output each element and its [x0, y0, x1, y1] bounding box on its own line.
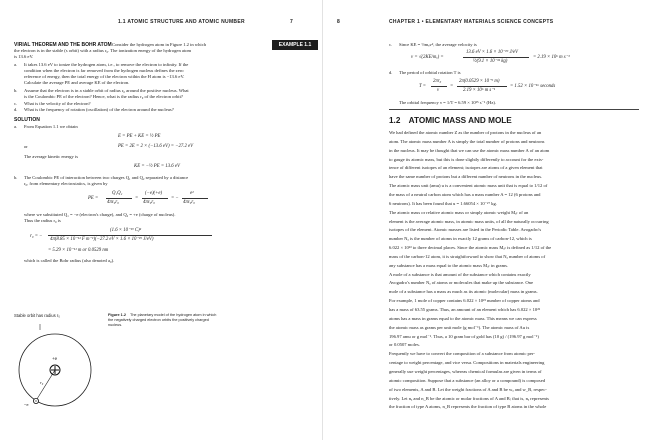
bohr-radius-line: which is called the Bohr radius (also denoted a₀).: [24, 258, 115, 263]
left-page-number: 7: [290, 19, 294, 25]
body-line: mass of the carbon-12 atom, it is straightforward to show that Nₐ number of atoms of: [389, 253, 546, 259]
question-b-label: b.: [14, 88, 18, 93]
body-line: in the nucleus. It may be thought that we can use the atomic mass number A of an atom: [389, 147, 550, 153]
body-line: A mole of a substance is that amount of the substance which contains exactly: [389, 271, 531, 277]
left-page: [0, 0, 322, 440]
body-line: of two elements, A and B. Let the weight fractions of A and B be wₐ and w_B, respec-: [389, 386, 547, 392]
body-line: tively. Let nₐ and n_B be the atomic or molar fractions of A and B; that is, nₐ represents: [389, 395, 549, 401]
question-a-label: a.: [14, 62, 18, 67]
body-line: have the same number of protons but a different number of neutrons in the nucleus.: [389, 174, 543, 180]
body-line: tence of different isotopes of an element; isotopes are atoms of a given element that: [389, 165, 543, 171]
fraction-bar: [142, 198, 168, 199]
left-running-head: 1.1 ATOMIC STRUCTURE AND ATOMIC NUMBER: [118, 19, 245, 25]
body-line: For example, 1 mole of copper contains 6.022 × 10²³ number of copper atoms and: [389, 298, 540, 304]
radius-eq-lhs: r₀ = −: [30, 234, 43, 239]
section-title: ATOMIC MASS AND MOLE: [408, 116, 512, 125]
velocity-eq-num: 13.6 eV × 1.6 × 10⁻¹⁹ J/eV: [466, 50, 518, 55]
figure-caption-text: the negatively charged electron orbits the positively charged: [108, 318, 209, 322]
question-d-line: What is the frequency of rotation (oscillation) of the electron around the nucleus?: [24, 107, 174, 112]
body-line: centage to weight percentage, and vice versa. Compositions in materials engineering: [389, 360, 545, 366]
part-d-label: d.: [389, 70, 393, 75]
period-eq-rhs: = 1.52 × 10⁻¹⁶ seconds: [510, 84, 556, 89]
intro-line-1: the electron is in the stable (s orbit) with a radius r₀. The ionization energy of the hydrogen atom: [14, 48, 192, 53]
right-page-number: 8: [337, 19, 341, 25]
question-d-label: d.: [14, 107, 18, 112]
velocity-eq-den: ½(9.1 × 10⁻³¹ kg): [473, 59, 508, 64]
body-line: mole of a substance has a mass as much as its atomic (molecular) mass in grams.: [389, 289, 538, 295]
solution-b-line: r₀, from elementary electrostatics, is given by: [24, 181, 108, 186]
fraction-bar: [182, 198, 208, 199]
fraction-bar: [48, 235, 212, 236]
body-line: to gauge its atomic mass, but this is done slightly differently to account for the exis-: [389, 156, 544, 162]
period-eq-mid: =: [450, 84, 454, 89]
coulomb-eq-den3: 4πε₀r₀: [183, 200, 195, 205]
right-running-head: CHAPTER 1 • ELEMENTARY MATERIALS SCIENCE CONCEPTS: [389, 19, 554, 25]
body-line: or 0.0507 moles.: [389, 342, 420, 348]
intro-line-0: Consider the hydrogen atom in Figure 1.2 in which: [112, 42, 207, 47]
equation-total-energy: E = PE + KE = ½ PE: [118, 134, 161, 139]
body-line: element is the average atomic mass, in atomic mass units, of all the naturally occurring: [389, 218, 549, 224]
body-line: atom. The atomic mass number A is simply the total number of protons and neutrons: [389, 138, 545, 144]
solution-a-label: a.: [14, 124, 18, 129]
intro-line-2: is 13.6 eV.: [14, 54, 34, 59]
solution-a-text: From Equation 1.1 we obtain: [24, 124, 78, 129]
body-line: the atomic mass as grams per unit mole (g mol⁻¹). The atomic mass of Au is: [389, 324, 530, 330]
coulomb-eq-den1: 4πε₀r₀: [107, 200, 119, 205]
question-a-line: reference of energy, then the total energy of the electron within the H atom is −13.6 eV.: [24, 74, 185, 79]
example-tab: EXAMPLE 1.1: [272, 40, 318, 50]
equals-sign: = −: [171, 196, 179, 201]
question-a-line: It takes 13.6 eV to ionize the hydrogen atom, i.e., to remove the electron to infinity. If the: [24, 62, 189, 67]
where-line: where we substituted Q₁ = −e (electron's charge), and Q₂ = +e (charge of nucleus).: [24, 212, 176, 217]
fraction-bar: [106, 198, 132, 199]
part-d-text: The period of orbital rotation T is: [399, 70, 461, 75]
coulomb-eq-num3: e²: [190, 191, 194, 196]
solution-b-line: The Coulombic PE of interaction between two charges Q₁ and Q₂ separated by a distance: [24, 175, 189, 180]
coulomb-eq-num2: (−e)(+e): [145, 191, 163, 196]
body-line: Frequently we have to convert the composition of a substance from atomic per-: [389, 351, 535, 357]
coulomb-eq-num1: Q₁Q₂: [112, 191, 123, 196]
figure-caption-title: Figure 1.2: [108, 313, 126, 317]
body-line: We had defined the atomic number Z as the number of protons in the nucleus of an: [389, 130, 542, 135]
equation-potential-energy: PE = 2E = 2 × (−13.6 eV) = −27.2 eV: [118, 144, 194, 149]
question-c-label: c.: [14, 101, 18, 106]
section-number: 1.2: [389, 116, 401, 125]
period-eq-den2: 2.19 × 10⁶ m s⁻¹: [463, 88, 496, 93]
period-eq-den1: v: [437, 88, 440, 93]
body-line: The atomic mass or relative atomic mass or simply atomic weight Mₐₜ of an: [389, 209, 529, 215]
period-eq-lhs: T =: [419, 84, 427, 89]
question-b-line: Assume that the electron is in a stable orbit of radius r₀ around the positive nucleus. What: [24, 88, 189, 93]
body-line: any substance has a mass equal to the atomic mass Mₐₜ in grams.: [389, 262, 509, 268]
solution-b-label: b.: [14, 175, 18, 180]
body-line: the mass of a neutral carbon atom which has a mass number A = 12 (6 protons and: [389, 191, 541, 197]
part-c-text: Since KE = ½mₑv², the average velocity is: [399, 42, 477, 47]
example-heading: VIRIAL THEOREM AND THE BOHR ATOM: [14, 42, 112, 48]
body-line: isotopes of the element. Atomic masses are listed in the Periodic Table. Avogadro's: [389, 227, 542, 233]
body-line: 6 neutrons). It has been found that u = 1.66054 × 10⁻²⁷ kg.: [389, 200, 497, 206]
figure-caption-text: The planetary model of the hydrogen atom in which: [130, 313, 217, 317]
part-c-label: c.: [389, 42, 393, 47]
right-page: [323, 0, 645, 440]
question-c-line: What is the velocity of the electron?: [24, 101, 91, 106]
question-b-line: is the Coulombic PE of the electron? Hence, what is the radius r₀ of the electron orbit?: [24, 94, 183, 99]
body-line: 196.97 amu or g mol⁻¹. Thus, a 10 gram bar of gold has (10 g) / (196.97 g mol⁻¹): [389, 333, 539, 339]
radius-eq-num: (1.6 × 10⁻¹⁹ C)²: [110, 228, 142, 233]
body-line: Avogadro's number Nₐ of atoms or molecules that make up the substance. One: [389, 280, 533, 286]
nucleus-charge-label: +e: [52, 356, 58, 361]
equation-kinetic-energy: KE = −½ PE = 13.6 eV: [134, 164, 180, 169]
velocity-eq-lhs: v = √(2KE/mₑ) =: [411, 55, 444, 60]
avg-ke-text: The average kinetic energy is: [24, 154, 78, 159]
body-line: The atomic mass unit (amu) u is a convenient atomic mass unit that is equal to 1/12 of: [389, 183, 548, 189]
body-line: generally use weight percentages, whereas chemical formulas are given in terms of: [389, 368, 542, 374]
figure-caption-text: nucleus.: [108, 323, 123, 327]
velocity-eq-rhs: = 2.19 × 10⁶ m s⁻¹: [533, 55, 570, 60]
body-line: 6.022 × 10²³ to three decimal places. Since the atomic mass Mₐₜ is defined as 1/12 of the: [389, 245, 552, 251]
or-text: or: [24, 144, 28, 149]
radius-label: r₀: [40, 380, 44, 385]
where-line: Thus the radius r₀ is: [24, 218, 61, 223]
question-a-line: condition when the electron is far removed from the hydrogen nucleus defines the zero: [24, 68, 184, 73]
hydrogen-atom-figure: [10, 320, 100, 410]
coulomb-eq-den2: 4πε₀r₀: [143, 200, 155, 205]
example-end-rule: [389, 109, 639, 110]
electron-charge-label: −e: [24, 402, 29, 407]
solution-heading: SOLUTION: [14, 117, 40, 123]
body-line: atomic composition. Suppose that a substance (an alloy or a compound) is composed: [389, 377, 546, 383]
fraction-bar: [457, 86, 507, 87]
question-a-line: Calculate the average PE and average KE of the electron.: [24, 80, 130, 85]
period-eq-num2: 2π(0.0529 × 10⁻⁹ m): [459, 79, 500, 84]
orbital-frequency-line: The orbital frequency ν = 1/T = 6.59 × 10¹⁵ s⁻¹ (Hz).: [399, 100, 497, 105]
section-heading: [389, 116, 512, 125]
equals-sign: =: [135, 196, 139, 201]
period-eq-num1: 2πr₀: [433, 79, 442, 84]
fraction-bar: [431, 86, 447, 87]
radius-eq-den: 4π(8.85 × 10⁻¹² F m⁻¹)(−27.2 eV × 1.6 × 10⁻¹⁹ J/eV): [50, 237, 154, 242]
body-line: number Nₐ is the number of atoms in exactly 12 grams of carbon-12, which is: [389, 236, 532, 242]
body-line: has a mass of 63.55 grams. Thus, an amount of an element which has 6.022 × 10²³: [389, 307, 540, 312]
body-line: atoms has a mass in grams equal to the atomic mass. This means we can express: [389, 315, 537, 321]
fraction-bar: [463, 57, 529, 58]
figure-label: Stable orbit has radius r₀: [14, 313, 60, 318]
body-line: the fraction of type A atoms, n_B represents the fraction of type B atoms in the whole: [389, 404, 547, 410]
radius-eq-result: = 5.29 × 10⁻¹¹ m or 0.0529 nm: [48, 248, 109, 253]
coulomb-eq-lhs: PE =: [88, 196, 99, 201]
